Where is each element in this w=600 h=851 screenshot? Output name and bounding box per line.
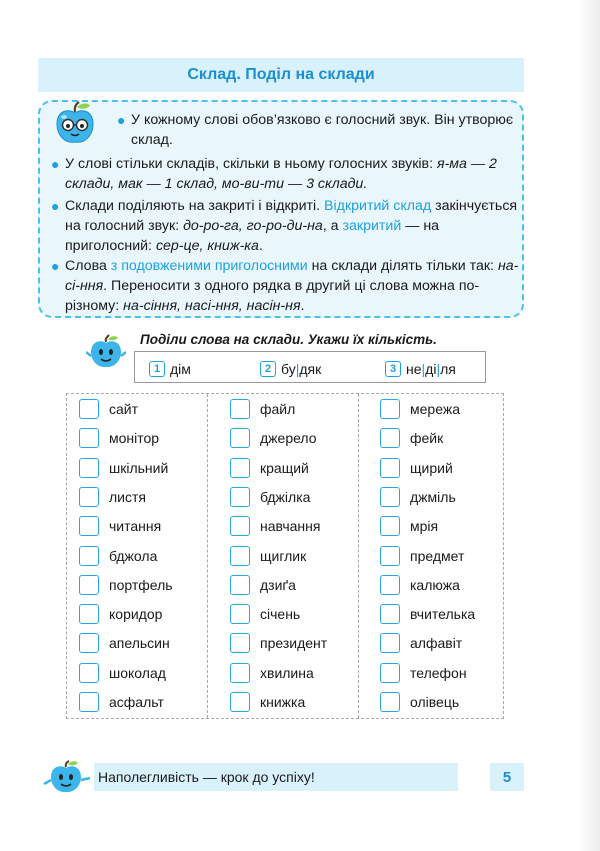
rule-text-run: Відкритий склад <box>324 198 432 214</box>
word-text: мрія <box>410 518 439 535</box>
task-instruction: Поділи слова на склади. Укажи їх кількість. <box>140 332 437 347</box>
word-item <box>380 692 459 712</box>
example-2 <box>260 361 321 377</box>
word-item <box>79 546 157 566</box>
answer-box[interactable] <box>230 546 250 566</box>
word-text: портфель <box>109 576 173 593</box>
answer-box[interactable] <box>79 604 99 624</box>
rule-text-run: Склади поділяють на закриті і відкриті. <box>65 198 325 214</box>
word-text: предмет <box>410 547 465 564</box>
bullet-icon: ● <box>117 112 126 128</box>
word-text: бджілка <box>260 488 311 505</box>
word-text: телефон <box>410 664 467 681</box>
word-item <box>380 575 460 595</box>
syllable: дяк <box>299 361 322 377</box>
syllable-separator: | <box>295 361 300 377</box>
word-item <box>79 633 170 653</box>
syllable: дім <box>170 361 191 377</box>
answer-box[interactable] <box>380 663 400 683</box>
rule-4 <box>51 256 521 316</box>
title-banner <box>38 58 524 92</box>
example-number: 1 <box>149 361 165 377</box>
example-word <box>170 361 191 377</box>
word-item <box>380 487 456 507</box>
page-edge-shadow <box>578 0 600 851</box>
example-word <box>281 361 321 377</box>
word-item <box>230 633 327 653</box>
rule-text-run: на-сіння, насі-ння, насін-ня <box>123 298 301 314</box>
answer-box[interactable] <box>380 633 400 653</box>
apple-mascot-icon <box>52 100 98 146</box>
answer-box[interactable] <box>380 575 400 595</box>
word-item <box>380 516 438 536</box>
rule-3 <box>51 196 521 256</box>
answer-box[interactable] <box>79 428 99 448</box>
example-1 <box>149 361 191 377</box>
motto-text: Наполегливість — крок до успіху! <box>98 769 315 785</box>
syllable-separator: | <box>436 361 441 377</box>
word-item <box>230 487 310 507</box>
answer-box[interactable] <box>79 692 99 712</box>
word-text: джміль <box>410 488 456 505</box>
word-item <box>380 458 453 478</box>
word-item <box>79 516 161 536</box>
answer-box[interactable] <box>230 575 250 595</box>
answer-box[interactable] <box>79 575 99 595</box>
rule-text-run: . Переносити з одного рядка в другий ці слова можна по-різному: <box>65 278 480 314</box>
word-text: монітор <box>109 430 160 447</box>
apple-mascot-icon <box>42 760 92 794</box>
footer <box>34 760 522 794</box>
answer-box[interactable] <box>380 604 400 624</box>
word-item <box>230 604 300 624</box>
word-grid <box>66 393 504 719</box>
answer-box[interactable] <box>79 546 99 566</box>
rule-text-run: до-ро-га, го-ро-ди-на <box>183 218 323 234</box>
rule-text-run: . <box>300 298 305 314</box>
example-word <box>406 361 456 377</box>
answer-box[interactable] <box>230 458 250 478</box>
answer-box[interactable] <box>230 399 250 419</box>
rule-text-run: закінчується на голосний звук: <box>65 198 518 234</box>
word-text: січень <box>260 606 301 623</box>
word-text: олівець <box>410 694 460 710</box>
bullet-icon: ● <box>51 156 60 172</box>
word-item <box>79 428 159 448</box>
column-divider <box>207 394 208 718</box>
word-text: файл <box>260 401 296 417</box>
bullet-icon: ● <box>51 198 60 214</box>
answer-box[interactable] <box>230 428 250 448</box>
answer-box[interactable] <box>79 516 99 536</box>
word-item <box>380 663 467 683</box>
word-text: вчителька <box>410 606 476 623</box>
word-text: фейк <box>410 430 444 447</box>
answer-box[interactable] <box>380 458 400 478</box>
word-text: щиглик <box>260 547 307 564</box>
answer-box[interactable] <box>380 487 400 507</box>
word-item <box>380 633 462 653</box>
syllable: бу <box>281 361 296 377</box>
word-text: джерело <box>260 430 317 447</box>
word-item <box>380 546 464 566</box>
word-text: шкільний <box>109 459 169 476</box>
word-item <box>79 575 173 595</box>
word-text: навчання <box>260 518 321 535</box>
word-item <box>230 399 295 419</box>
word-item <box>79 399 138 419</box>
word-text: дзиґа <box>260 576 296 593</box>
word-text: апельсин <box>109 635 170 652</box>
word-item <box>230 663 314 683</box>
page-number: 5 <box>502 768 512 786</box>
word-text: калюжа <box>410 576 460 593</box>
answer-box[interactable] <box>230 604 250 624</box>
word-item <box>230 575 296 595</box>
page-number-badge <box>490 763 524 791</box>
word-item <box>230 546 306 566</box>
example-box <box>134 351 486 383</box>
column-divider <box>358 394 359 718</box>
answer-box[interactable] <box>380 546 400 566</box>
word-text: президент <box>260 635 328 652</box>
syllable: ля <box>440 361 456 377</box>
word-item <box>380 428 443 448</box>
word-text: хвилина <box>260 664 314 681</box>
word-text: щирий <box>410 459 453 476</box>
bullet-icon: ● <box>51 258 60 274</box>
answer-box[interactable] <box>79 458 99 478</box>
answer-box[interactable] <box>230 633 250 653</box>
word-item <box>79 663 166 683</box>
rule-text-run: на-сі-ння <box>65 258 519 294</box>
example-3 <box>385 361 456 377</box>
word-text: асфальт <box>109 694 164 710</box>
word-text: кращий <box>260 459 309 476</box>
answer-box[interactable] <box>230 516 250 536</box>
rule-text-run: У слові стільки складів, скільки в ньому голосних звуків: <box>65 156 437 172</box>
motto-banner <box>94 763 458 791</box>
answer-box[interactable] <box>79 633 99 653</box>
example-number: 2 <box>260 361 276 377</box>
answer-box[interactable] <box>380 692 400 712</box>
rule-text-run: Слова <box>65 258 111 274</box>
rule-text-run: — на приголосний: <box>65 218 440 254</box>
word-text: алфавіт <box>410 635 463 652</box>
word-text: коридор <box>109 606 163 623</box>
answer-box[interactable] <box>79 399 99 419</box>
apple-mascot-icon <box>86 334 126 370</box>
answer-box[interactable] <box>230 692 250 712</box>
rule-text-run: з подовженими приголосними <box>110 258 308 274</box>
page-title: Склад. Поділ на склади <box>187 66 375 83</box>
rule-text-run: на склади ділять тільки так: <box>307 258 498 274</box>
answer-box[interactable] <box>230 663 250 683</box>
answer-box[interactable] <box>380 428 400 448</box>
word-text: сайт <box>109 401 139 417</box>
word-item <box>79 458 168 478</box>
rule-text-run: , а <box>322 218 343 234</box>
word-text: листя <box>109 488 146 505</box>
syllable: не <box>406 361 422 377</box>
word-item <box>230 428 317 448</box>
word-item <box>230 692 305 712</box>
rule-text-run: я-ма — 2 склади, мак — 1 склад, мо-ви-ти — 3 склади. <box>65 156 497 192</box>
syllable-separator: | <box>421 361 426 377</box>
word-item <box>380 604 475 624</box>
word-text: бджола <box>109 547 158 564</box>
rule-text-run: закритий <box>342 218 402 234</box>
example-number: 3 <box>385 361 401 377</box>
word-text: мережа <box>410 401 460 417</box>
answer-box[interactable] <box>79 487 99 507</box>
rule-text-run: . <box>258 238 263 254</box>
rule-text-run: У кожному слові обов’язково є голосний звук. Він утворює склад. <box>131 112 514 148</box>
rule-text-run: сер-це, книж-ка <box>155 238 259 254</box>
word-item <box>230 458 309 478</box>
word-text: шоколад <box>109 664 166 681</box>
answer-box[interactable] <box>380 399 400 419</box>
answer-box[interactable] <box>380 516 400 536</box>
answer-box[interactable] <box>230 487 250 507</box>
word-item <box>79 692 164 712</box>
word-text: книжка <box>260 694 306 710</box>
rule-2 <box>51 154 521 194</box>
word-item <box>380 399 460 419</box>
rule-1 <box>117 110 521 150</box>
syllable: ді <box>425 361 437 377</box>
word-item <box>79 487 146 507</box>
word-item <box>230 516 320 536</box>
word-text: читання <box>109 518 162 535</box>
answer-box[interactable] <box>79 663 99 683</box>
word-item <box>79 604 162 624</box>
